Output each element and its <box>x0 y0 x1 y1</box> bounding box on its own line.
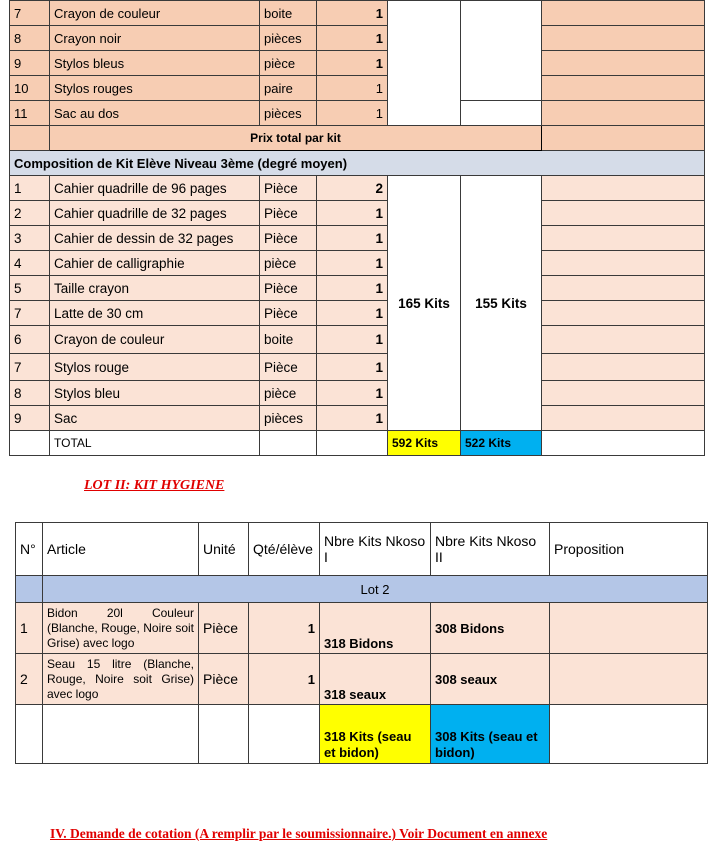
lot2-total-nkoso1: 318 Kits (seau et bidon) <box>320 705 431 764</box>
table-row: 1 Bidon 20l Couleur (Blanche, Rouge, Noire soit Grise) avec logo Pièce 1 318 Bidons 308 Bidons <box>16 603 708 654</box>
lot2-total-row <box>16 705 708 764</box>
table-row: 10 Stylos rouges paire 1 <box>10 76 705 101</box>
total-row <box>10 431 705 456</box>
table-row: 4 Cahier de calligraphie pièce 1 <box>10 251 705 276</box>
prix-total-label: Prix total par kit <box>50 126 542 151</box>
table-row: 2 Cahier quadrille de 32 pages Pièce 1 <box>10 201 705 226</box>
table-row: 9 Stylos bleus pièce 1 <box>10 51 705 76</box>
table-row: 5 Taille crayon Pièce 1 <box>10 276 705 301</box>
lot2-label: Lot 2 <box>43 576 708 603</box>
table-row: 8 Crayon noir pièces 1 <box>10 26 705 51</box>
table-row: 11 Sac au dos pièces 1 <box>10 101 705 126</box>
lot1-table <box>9 0 705 456</box>
table-row: 6 Crayon de couleur boite 1 <box>10 326 705 354</box>
table-row: 7 Latte de 30 cm Pièce 1 <box>10 301 705 326</box>
prix-total-row <box>10 126 705 151</box>
col-header-prop: Proposition <box>550 523 708 576</box>
col-header-qty: Qté/élève <box>249 523 320 576</box>
lot2-label-row <box>16 576 708 603</box>
total-nkoso2: 522 Kits <box>461 431 542 456</box>
table-row: 7 Crayon de couleur boite 1 <box>10 1 705 26</box>
table-row: 8 Stylos bleu pièce 1 <box>10 381 705 406</box>
table-row: 1 Cahier quadrille de 96 pages Pièce 2 165 Kits 155 Kits <box>10 176 705 201</box>
table-row: 2 Seau 15 litre (Blanche, Rouge, Noire soit Grise) avec logo Pièce 1 318 seaux 308 seaux <box>16 654 708 705</box>
quotation-request-heading: IV. Demande de cotation (A remplir par le soumissionnaire.) Voir Document en annexe <box>50 826 548 841</box>
kits-nkoso1: 165 Kits <box>388 176 461 431</box>
col-header-nk1: Nbre Kits Nkoso I <box>320 523 431 576</box>
composition-header <box>10 151 705 176</box>
lot2-total-nkoso2: 308 Kits (seau et bidon) <box>431 705 550 764</box>
lot2-table <box>15 522 708 764</box>
total-nkoso1: 592 Kits <box>388 431 461 456</box>
col-header-nk2: Nbre Kits Nkoso II <box>431 523 550 576</box>
total-label: TOTAL <box>50 431 260 456</box>
col-header-n: N° <box>16 523 43 576</box>
table-row: 9 Sac pièces 1 <box>10 406 705 431</box>
kits-nkoso2: 155 Kits <box>461 176 542 431</box>
lot2-header-row <box>16 523 708 576</box>
table-row: 7 Stylos rouge Pièce 1 <box>10 354 705 381</box>
table-row: 3 Cahier de dessin de 32 pages Pièce 1 <box>10 226 705 251</box>
col-header-article: Article <box>43 523 199 576</box>
lot2-title: LOT II: KIT HYGIENE <box>84 478 225 493</box>
composition-title: Composition de Kit Elève Niveau 3ème (degré moyen) <box>10 151 705 176</box>
col-header-unit: Unité <box>199 523 249 576</box>
